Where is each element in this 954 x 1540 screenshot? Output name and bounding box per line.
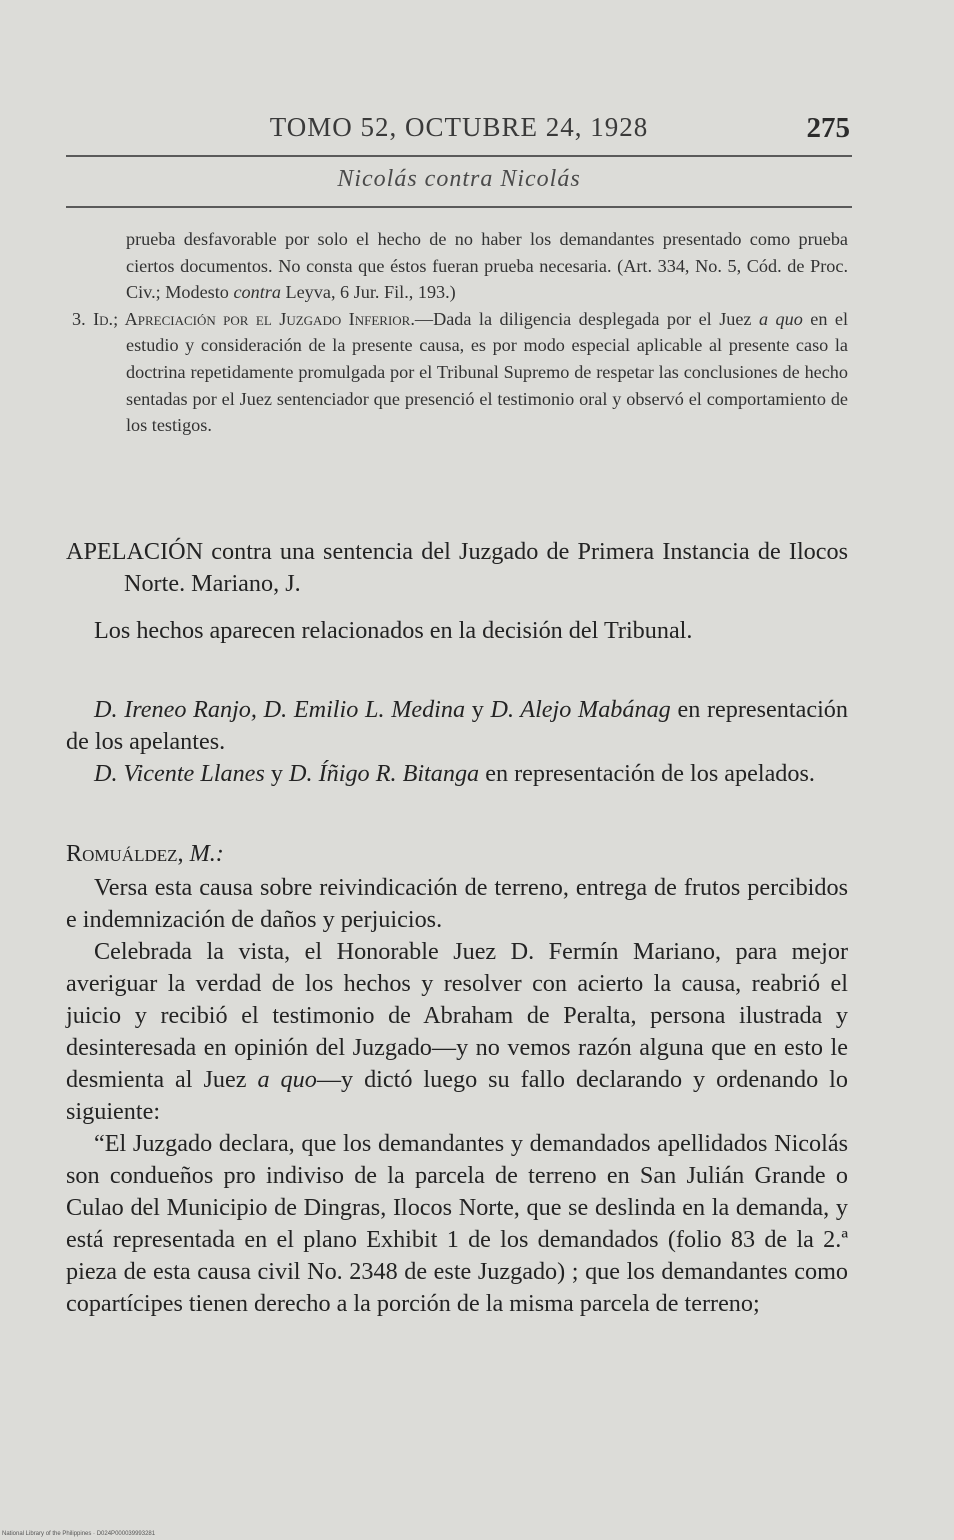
page-number: 275 [806,112,850,144]
facts-paragraph: Los hechos aparecen relacionados en la decisión del Tribunal. [94,617,693,644]
counsel-appellees: D. Vicente Llanes y D. Íñigo R. Bitanga en representación de los apelados. [94,760,815,787]
running-title: TOMO 52, OCTUBRE 24, 1928 [269,112,649,142]
appeal-line: APELACIÓN contra una sentencia del Juzgado de Primera Instancia de Ilocos Norte. Mariano, J. [66,538,848,597]
header-rule [66,155,852,157]
case-title: Nicolás contra Nicolás [337,166,581,192]
counsel-block [66,694,848,790]
syllabus [72,226,848,439]
ponente: Romuáldez, M.: [66,840,224,867]
opinion-paragraph-2: Celebrada la vista, el Honorable Juez D. Fermín Mariano, para mejor averiguar la verdad de los hechos y resolver con acierto la causa, reabrió el juicio y recibió el testimonio de Abraham de Peralta, persona ilustrada y desinteresada en opinión del Juzgado—y no vemos razón alguna que en esto le desmienta al Juez a quo—y dictó luego su fallo declarando y ordenando lo siguiente: [66,938,848,1125]
syllabus-continuation: prueba desfavorable por solo el hecho de no haber los demandantes presentado como prueba ciertos documentos. No consta que éstos fueran prueba necesaria. (Art. 334, No. 5, Cód. de Proc. Civ.; Modesto contra Leyva, 6 Jur. Fil., 193.) [126,229,848,303]
syllabus-item-3: 3. Id.; Apreciación por el Juzgado Inferior.—Dada la diligencia desplegada por el Juez a quo en el estudio y consideración de la presente causa, es por modo especial aplicable al presente caso la doctrina repetidamente promulgada por el Tribunal Supremo de respetar las conclusiones de hecho sentadas por el Juez sentenciador que presenció el testimonio oral y observó el comportamiento de los testigos. [72,308,848,436]
scan-footer: National Library of the Philippines · D024P000039993281 [2,1531,156,1537]
facts-block [66,615,848,647]
appeal-block [66,536,848,600]
opinion-paragraph-1: Versa esta causa sobre reivindicación de terreno, entrega de frutos percibidos e indemnización de daños y perjuicios. [66,874,848,933]
opinion-paragraph-3: “El Juzgado declara, que los demandantes y demandados apellidados Nicolás son condueños pro indiviso de la parcela de terreno en San Julián Grande o Culao del Municipio de Dingras, Ilocos Norte, que se deslinda en la demanda, y está representada en el plano Exhibit 1 de los demandados (folio 83 de la 2.ª pieza de esta causa civil No. 2348 de este Juzgado) ; que los demandantes como copartícipes tienen derecho a la porción de la misma parcela de terreno; [66,1130,848,1317]
opinion-body [66,872,848,1320]
syllabus-heading: Id.; Apreciación por el Juzgado Inferior. [93,308,415,329]
subtitle-rule [66,206,852,208]
ponente-block [66,838,848,870]
counsel-appellants: D. Ireneo Ranjo, D. Emilio L. Medina y D. Alejo Mabánag en representación de los apelantes. [66,696,848,755]
page-header [66,112,852,152]
